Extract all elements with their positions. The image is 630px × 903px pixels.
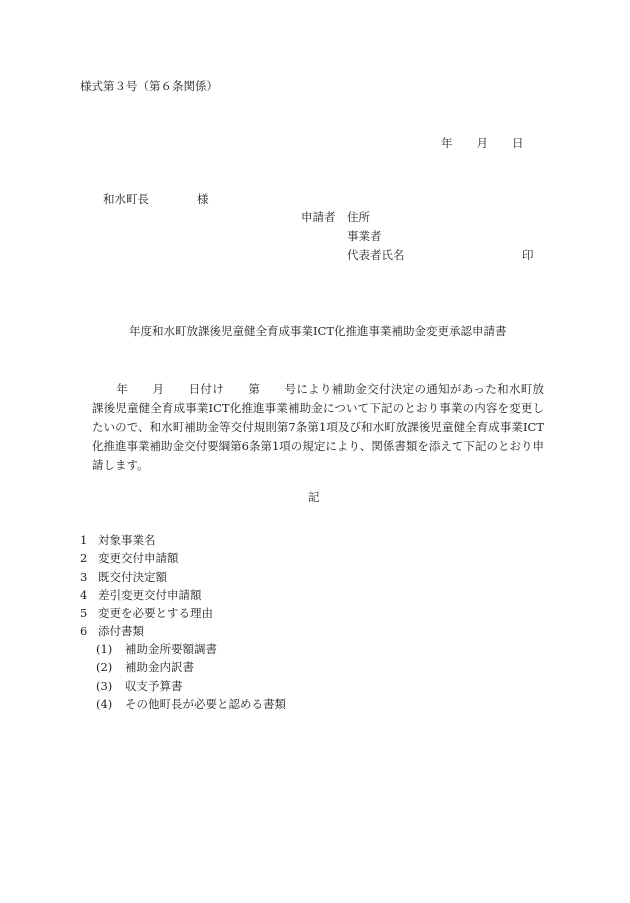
item-number: 6 <box>80 624 88 639</box>
address-label: 住所 <box>347 210 370 224</box>
date-month: 月 <box>476 136 488 150</box>
list-item <box>80 549 213 567</box>
item-label: 対象事業名 <box>98 533 156 547</box>
item-label: 変更を必要とする理由 <box>98 606 213 621</box>
seal-mark: 印 <box>522 248 534 262</box>
list-item <box>80 586 213 604</box>
item-number: 4 <box>80 587 88 602</box>
body-year: 年 <box>116 382 129 396</box>
attachment-label: 収支予算書 <box>125 678 183 693</box>
attachment-number: (1) <box>96 642 113 656</box>
attachment-label: その他町長が必要と認める書類 <box>125 696 286 711</box>
list-item <box>80 604 213 622</box>
form-number: 様式第３号（第６条関係） <box>80 79 218 93</box>
date-day: 日 <box>512 136 524 150</box>
item-number: 2 <box>80 551 88 566</box>
ki-heading: 記 <box>308 490 320 504</box>
item-label: 添付書類 <box>98 624 144 639</box>
item-label: 差引変更交付申請額 <box>98 587 202 602</box>
business-label: 事業者 <box>347 229 382 243</box>
list-item <box>80 531 213 549</box>
list-item <box>80 622 213 640</box>
document-title: 年度和水町放課後児童健全育成事業ICT化推進事業補助金変更承認申請書 <box>129 324 507 338</box>
addressee <box>103 194 209 206</box>
attachment-number: (2) <box>96 660 113 675</box>
addressee-name: 和水町長 <box>103 192 149 206</box>
representative-label: 代表者氏名 <box>347 248 405 262</box>
body-month: 月 <box>152 382 165 396</box>
item-label: 既交付決定額 <box>98 569 167 584</box>
attachment-item <box>96 695 286 713</box>
applicant-label: 申請者 <box>301 210 336 224</box>
item-number: 1 <box>80 533 88 547</box>
attachment-label: 補助金所要額調書 <box>125 642 217 656</box>
body-dai: 第 <box>248 382 261 396</box>
date-year: 年 <box>441 136 453 150</box>
attachment-item <box>96 658 286 676</box>
body-main-text: 号により補助金交付決定の通知があった和水町放課後児童健全育成事業ICT化推進事業補助金について下記のとおり事業の内容を変更したいので、和水町補助金等交付規則第7条第1項及び和水町放課後児童健全育成事業ICT化推進事業補助金交付要綱第6条第1項の規定により、関係書類を添えて下記のとおり申請します。 <box>92 382 545 472</box>
attachment-item <box>96 677 286 695</box>
attachment-number: (4) <box>96 696 113 711</box>
attachment-number: (3) <box>96 678 113 693</box>
date-line <box>441 138 524 150</box>
body-dated: 日付け <box>188 382 225 396</box>
attachment-list <box>96 640 286 713</box>
attachment-label: 補助金内訳書 <box>125 660 194 675</box>
attachment-item <box>96 640 286 658</box>
item-label: 変更交付申請額 <box>98 551 179 566</box>
list-item <box>80 568 213 586</box>
item-number: 5 <box>80 606 88 621</box>
addressee-honorific: 様 <box>197 192 209 206</box>
item-number: 3 <box>80 569 88 584</box>
body-paragraph <box>92 380 544 475</box>
item-list <box>80 531 213 641</box>
